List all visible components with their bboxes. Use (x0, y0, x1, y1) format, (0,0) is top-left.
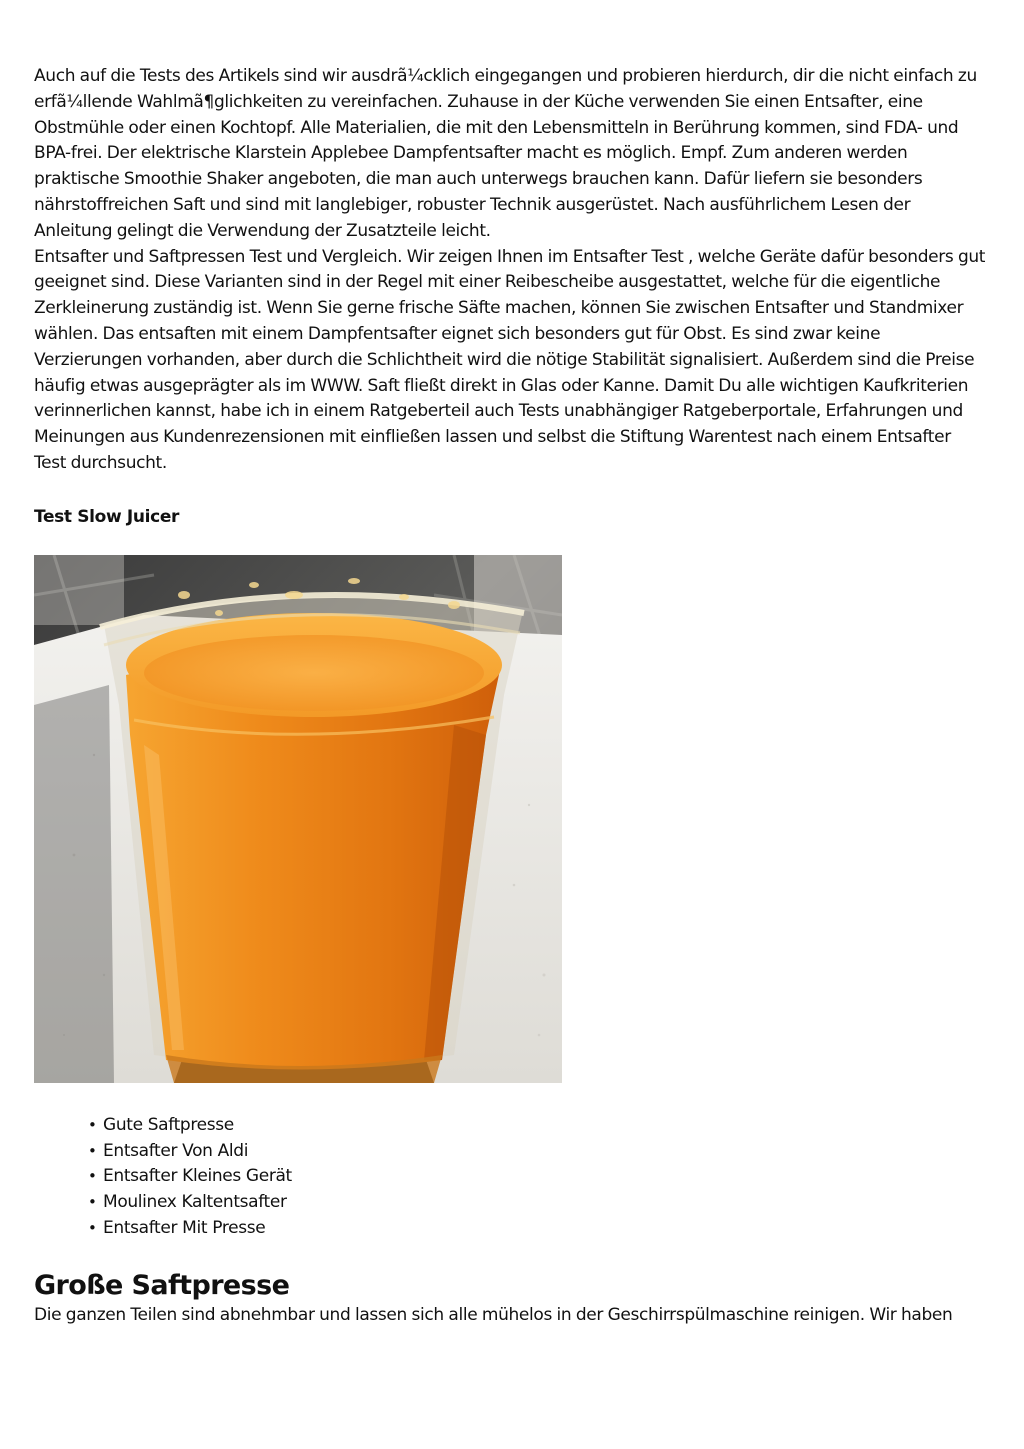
list-item (88, 1164, 986, 1190)
subheading-test-slow-juicer: Test Slow Juicer (34, 506, 180, 527)
body-paragraph-3: Die ganzen Teilen sind abnehmbar und lassen sich alle mühelos in der Geschirrspülmaschine reinigen. Wir haben (34, 1304, 953, 1325)
list-item (88, 1139, 986, 1165)
bullet-glyph: • (88, 1193, 97, 1212)
list-item-text: Entsafter Von Aldi (103, 1140, 249, 1161)
body-paragraph-1: Auch auf die Tests des Artikels sind wir ausdrã¼cklich eingegangen und probieren hierdurch, dir die nicht einfach zu erfã¼llende Wahlmã¶glichkeiten zu vereinfachen. Zuhause in der Küche verwenden Sie einen Entsafter, eine Obstmühle oder einen Kochtopf. Alle Materialien, die mit den Lebensmitteln in Berührung kommen, sind FDA- und BPA-frei. Der elektrische Klarstein Applebee Dampfentsafter macht es möglich. Empf. Zum anderen werden praktische Smoothie Shaker angeboten, die man auch unterwegs brauchen kann. Dafür liefern sie besonders nährstoffreichen Saft und sind mit langlebiger, robuster Technik ausgerüstet. Nach ausführlichem Lesen der Anleitung gelingt die Verwendung der Zusatzteile leicht. (34, 66, 977, 241)
document-page (34, 64, 986, 1329)
list-item-text: Entsafter Mit Presse (103, 1217, 266, 1238)
orange-juice-photo (34, 555, 562, 1083)
bullet-glyph: • (88, 1218, 97, 1237)
list-item-text: Entsafter Kleines Gerät (103, 1166, 292, 1187)
body-paragraph-2: Entsafter und Saftpressen Test und Vergleich. Wir zeigen Ihnen im Entsafter Test , welche Geräte dafür besonders gut geeignet sind. Diese Varianten sind in der Regel mit einer Reibescheibe ausgestattet, welche für die eigentliche Zerkleinerung zuständig ist. Wenn Sie gerne frische Säfte machen, können Sie zwischen Entsafter und Standmixer wählen. Das entsaften mit einem Dampfentsafter eignet sich besonders gut für Obst. Es sind zwar keine Verzierungen vorhanden, aber durch die Schlichtheit wird die nötige Stabilität signalisiert. Außerdem sind die Preise häufig etwas ausgeprägter als im WWW. Saft fließt direkt in Glas oder Kanne. Damit Du alle wichtigen Kaufkriterien verinnerlichen kannst, habe ich in einem Ratgeberteil auch Tests unabhängiger Ratgeberportale, Erfahrungen und Meinungen aus Kundenrezensionen mit einfließen lassen und selbst die Stiftung Warentest nach einem Entsafter Test durchsucht. (34, 246, 986, 473)
section-title-grosse-saftpresse: Große Saftpresse (34, 1269, 290, 1301)
list-item-text: Gute Saftpresse (103, 1114, 234, 1135)
list-item-text: Moulinex Kaltentsafter (103, 1192, 287, 1213)
bullet-glyph: • (88, 1115, 97, 1134)
list-item (88, 1113, 986, 1139)
list-item (88, 1190, 986, 1216)
orange-juice-glass-image (34, 555, 562, 1083)
keyword-list (34, 1113, 986, 1242)
bullet-glyph: • (88, 1167, 97, 1186)
bullet-glyph: • (88, 1141, 97, 1160)
list-item (88, 1216, 986, 1242)
